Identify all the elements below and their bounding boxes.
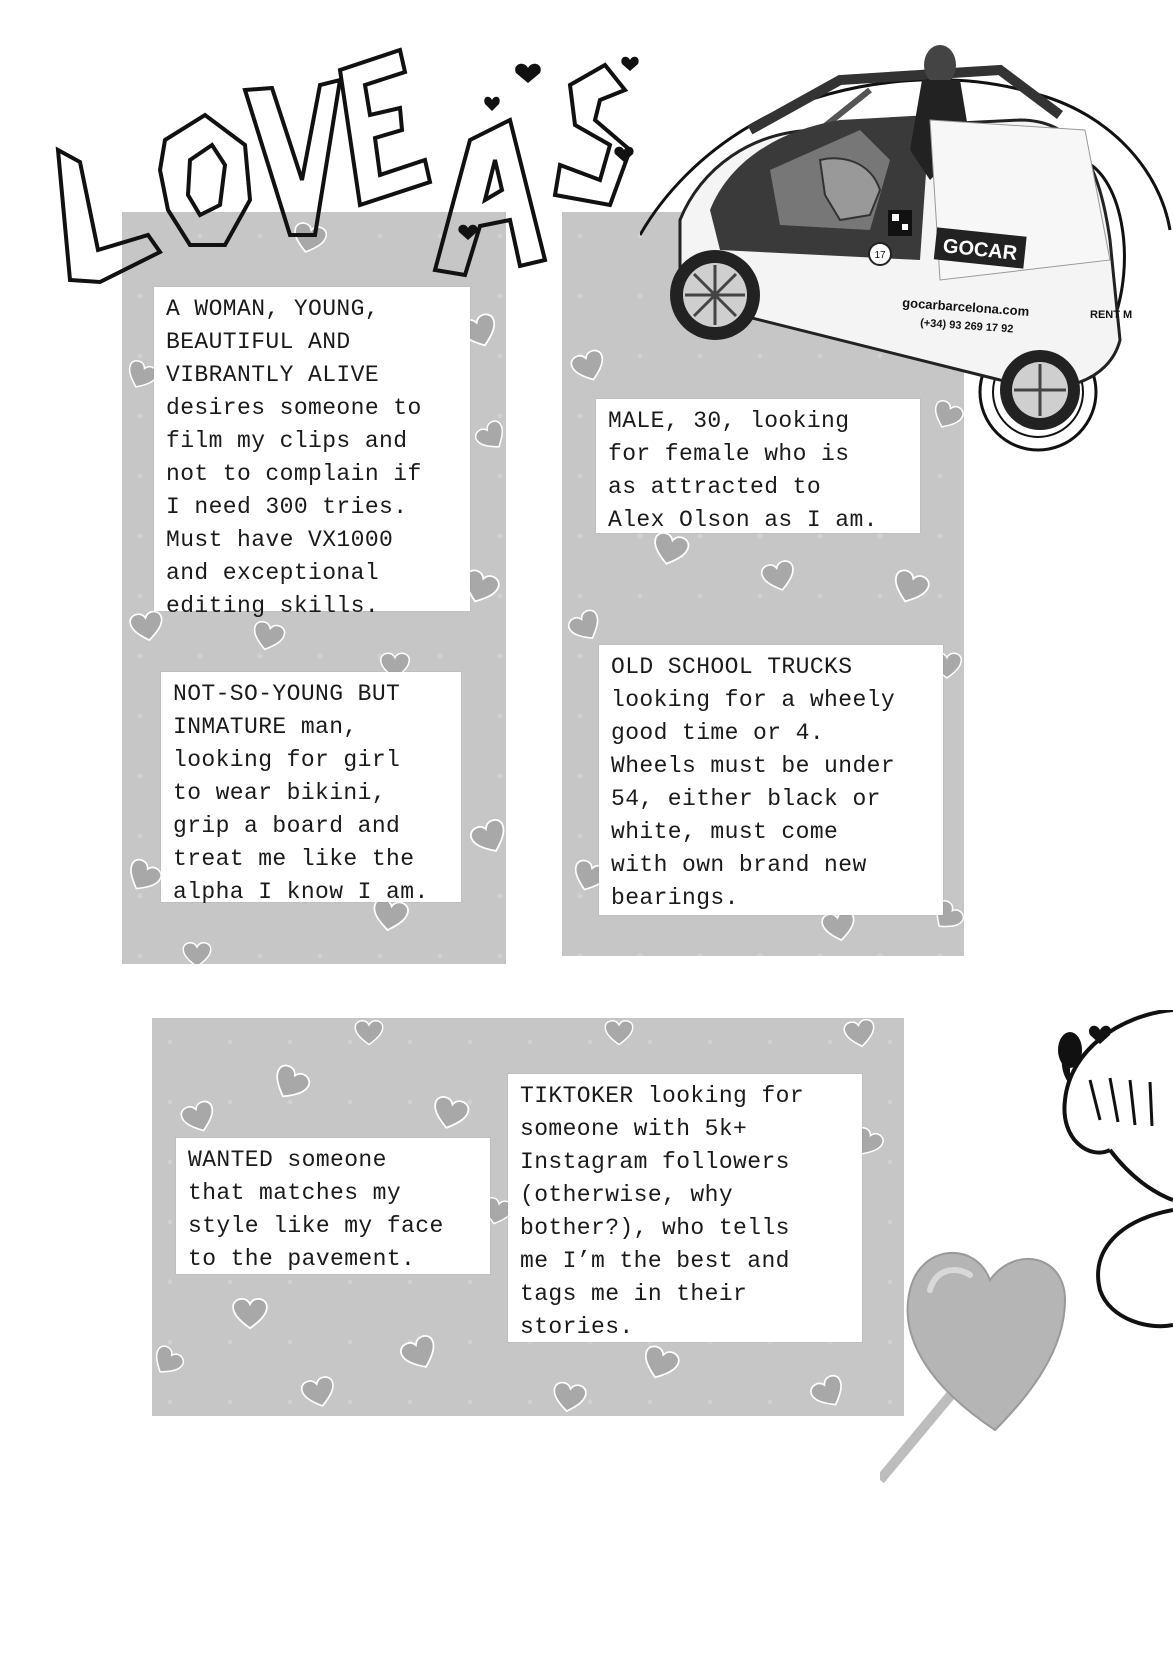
title-lettering bbox=[40, 30, 680, 320]
car-badge-number: 17 bbox=[874, 250, 886, 261]
car-website-text: gocarbarcelona.com bbox=[901, 295, 1030, 319]
car-rent-text: RENT M bbox=[1090, 309, 1133, 321]
ad-note-tiktoker: TIKTOKER looking for someone with 5k+ Instagram followers (otherwise, why bother?), who tells me I’m the best and tags me in their stories. bbox=[508, 1074, 862, 1342]
heart-lollipop bbox=[880, 1230, 1140, 1490]
ad-note-young-woman: A WOMAN, YOUNG, BEAUTIFUL AND VIBRANTLY ALIVE desires someone to film my clips and not to complain if I need 300 tries. Must have VX1000 and exceptional editing skills. bbox=[154, 287, 470, 611]
ad-note-not-so-young: NOT-SO-YOUNG BUT INMATURE man, looking for girl to wear bikini, grip a board and treat me like the alpha I know I am. bbox=[161, 672, 461, 902]
ad-note-old-school-trucks: OLD SCHOOL TRUCKS looking for a wheely good time or 4. Wheels must be under 54, either black or white, must come with own brand new bearings. bbox=[599, 645, 943, 915]
car-brand-logo: GOCAR bbox=[941, 235, 1019, 265]
car-phone-text: (+34) 93 269 17 92 bbox=[919, 317, 1014, 336]
ad-note-wanted: WANTED someone that matches my style like my face to the pavement. bbox=[176, 1138, 490, 1274]
ad-note-male-30: MALE, 30, looking for female who is as attracted to Alex Olson as I am. bbox=[596, 399, 920, 533]
